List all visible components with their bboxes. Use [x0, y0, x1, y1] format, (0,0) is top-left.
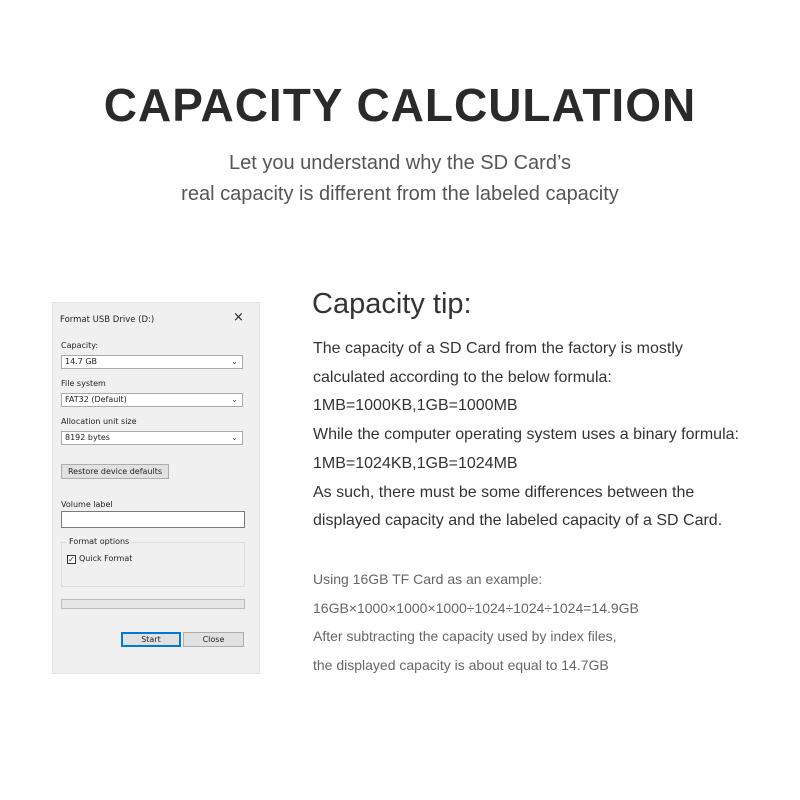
restore-defaults-button[interactable]: Restore device defaults [61, 464, 169, 479]
tip-line: displayed capacity and the labeled capacity of a SD Card. [313, 512, 723, 530]
quick-format-label: Quick Format [79, 554, 133, 563]
volume-label-input[interactable] [61, 511, 245, 528]
chevron-down-icon: ⌄ [231, 433, 238, 442]
tip-line: The capacity of a SD Card from the factory is mostly [313, 340, 683, 357]
volume-label: Volume label [61, 500, 113, 509]
chevron-down-icon: ⌄ [231, 357, 238, 366]
format-dialog [52, 302, 260, 674]
format-options-group [61, 542, 245, 587]
example-block [313, 565, 793, 679]
page-subtitle [0, 148, 800, 210]
filesystem-value: FAT32 (Default) [65, 395, 127, 404]
tip-line: While the computer operating system uses a binary formula: [313, 426, 739, 444]
filesystem-label: File system [61, 379, 106, 388]
capacity-select[interactable] [61, 355, 243, 369]
close-icon[interactable]: × [233, 310, 244, 325]
subtitle-line: real capacity is different from the labeled capacity [181, 183, 619, 205]
allocation-label: Allocation unit size [61, 417, 137, 426]
example-line: 16GB×1000×1000×1000÷1024÷1024÷1024=14.9GB [313, 599, 639, 616]
page-title: CAPACITY CALCULATION [103, 79, 697, 131]
format-options-label: Format options [69, 537, 130, 546]
capacity-value: 14.7 GB [65, 357, 98, 366]
format-progress-bar [61, 599, 245, 609]
example-line: After subtracting the capacity used by index files, [313, 628, 617, 644]
tip-line: 1MB=1000KB,1GB=1000MB [313, 397, 518, 415]
dialog-title: Format USB Drive (D:) [60, 315, 155, 325]
quick-format-checkbox[interactable]: ✓ [68, 555, 75, 564]
allocation-select[interactable] [61, 431, 243, 445]
tip-title: Capacity tip: [312, 288, 472, 320]
example-line: Using 16GB TF Card as an example: [313, 571, 543, 587]
close-button[interactable]: Close [183, 632, 244, 647]
chevron-down-icon: ⌄ [231, 395, 238, 404]
start-button[interactable]: Start [121, 632, 181, 647]
tip-line: As such, there must be some differences between the [313, 483, 695, 501]
example-line: the displayed capacity is about equal to 14.7GB [313, 656, 609, 673]
subtitle-line: Let you understand why the SD Card’s [228, 152, 572, 174]
allocation-value: 8192 bytes [65, 433, 110, 442]
capacity-label: Capacity: [61, 341, 99, 350]
filesystem-select[interactable] [61, 393, 243, 407]
tip-line: calculated according to the below formula: [313, 368, 612, 386]
tip-line: 1MB=1024KB,1GB=1024MB [313, 454, 518, 472]
tip-body [313, 335, 793, 536]
